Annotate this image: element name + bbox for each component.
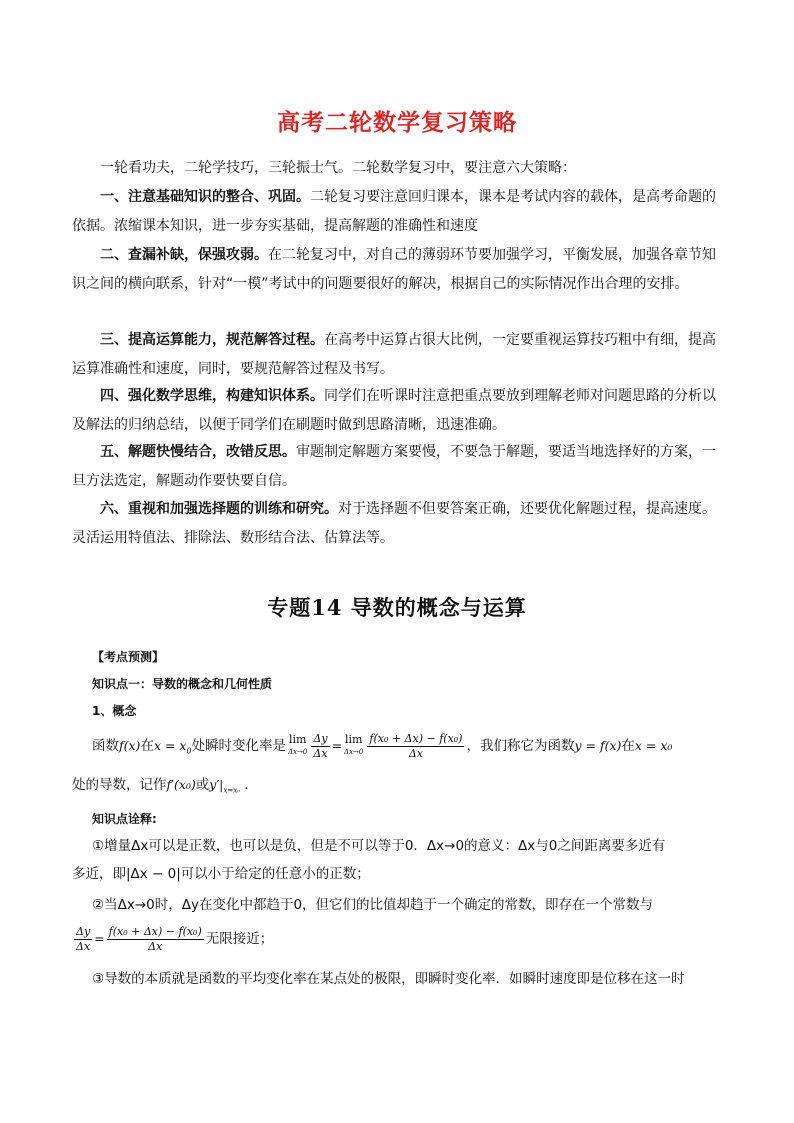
item-1-line-1: ①增量Δx可以是正数，也可以是负，但是不可以等于0．Δx→0的意义：Δx与0之间距离要多近有 [92,838,666,854]
math-x-eq-x0: $x = x_0$ [153,738,192,756]
math-x-eq-x0: x = x₀ [634,738,673,753]
strategy-2 [72,241,722,299]
text: 在 [621,738,635,754]
text: 函数 [92,738,119,754]
strategy-heading: 五、解题快慢结合，改错反思。 [100,444,296,460]
strategy-body: 二轮复习要注意回归课本，课本是考试内容的载体，是高考命题的依据。浓缩课本知识，进一步夯实基础，提高解题的准确性和速度 [72,189,716,234]
explanation-heading: 知识点诠释: [92,812,157,826]
denominator: Δx [408,746,423,760]
strategy-heading: 一、注意基础知识的整合、巩固。 [100,189,310,205]
text: 在 [140,738,154,754]
limit-symbol [344,734,363,758]
lim-sub: Δx→0 [344,748,364,756]
numerator: Δy [313,731,328,745]
strategy-heading: 三、提高运算能力，规范解答过程。 [100,332,324,348]
text: 或 [195,777,210,793]
math-yprime-sub: x=x₀ [223,786,240,795]
intro-paragraph: 一轮看功夫，二轮学技巧，三轮振士气。二轮数学复习中，要注意六大策略： [100,160,576,176]
strategy-body: 对于选择题不但要答案正确，还要优化解题过程，提高速度。灵活运用特值法、排除法、数形结合法、估算法等。 [72,501,716,546]
item-3-line-1: ③导数的本质就是函数的平均变化率在某点处的极限，即瞬时变化率．如瞬时速度即是位移在这一时 [92,971,685,987]
item-2-formula-line: $\frac{\Delta y}{\Delta x}$ = $\frac{\text{f(x₀ + Δx) − f(x₀)}}{\Delta x}$ 无限接近； [76,924,274,953]
definition-line-2 [72,771,732,805]
strategy-6 [72,495,722,553]
strategy-body: 审题制定解题方案要慢，不要急于解题，要适当地选择好的方案，一旦方法选定，解题动作要快要自信。 [72,444,716,489]
text: ，我们称它为函数 [466,738,575,754]
denominator: Δx [148,939,163,953]
page-title: 高考二轮数学复习策略 [277,110,517,136]
topic-title: 专题14 导数的概念与运算 [267,595,527,620]
strategy-body: 同学们在听课时注意把重点要放到理解老师对问题思路的分析以及解法的归纳总结，以便于同学们在刷题时做到思路清晰，迅速准确。 [72,388,716,433]
fraction-dy-dx [311,732,329,761]
math-y-eq-fx: y = f(x) [574,738,622,753]
strategy-body: 在高考中运算占很大比例，一定要重视运算技巧粗中有细，提高运算准确性和速度，同时，要规范解答过程及书写。 [72,332,716,377]
strategy-heading: 六、重视和加强选择题的训练和研究。 [100,501,338,517]
text: 处的导数，记作 [72,777,167,793]
prediction-label: 【考点预测】 [92,650,165,664]
lim-sub: Δx→0 [288,748,308,756]
fraction-dy-dx [74,925,92,954]
denominator: Δx [313,746,328,760]
definition-line: 函数f(x)在$x = x_0$处瞬时变化率是 lim Δx→0 $\frac{\Delta y}{\Delta x}$ = lim Δx→0 $\frac{\text{f(x₀ + Δx) − f(x₀)}}{\Delta x}$ ，我们称它为函数y = f(x)在x = x₀ [92,731,673,760]
numerator: f(x₀ + Δx) − f(x₀) [369,731,463,745]
strategy-4 [72,382,722,440]
limit-symbol [288,734,307,758]
math-fprime: f′(x₀) [166,777,196,792]
strategy-3 [72,326,722,384]
item-2-line-1: ②当Δx→0时，Δy在变化中都趋于0，但它们的比值却趋于一个确定的常数，即存在一个常数与 [92,897,654,913]
strategy-5 [72,438,722,496]
denominator: Δx [76,939,91,953]
text: . [239,777,249,793]
item-1-line-2: 多近，即|Δx − 0|可以小于给定的任意小的正数； [72,866,370,882]
math-fx: f(x) [119,738,141,753]
math-yprime: y′| [209,777,224,792]
strategy-heading: 二、查漏补缺，保强攻弱。 [100,247,268,263]
text: 无限接近； [205,931,274,947]
lim-text: lim [288,733,307,746]
strategy-1 [72,183,722,241]
numerator: Δy [76,924,91,938]
lim-text: lim [344,733,363,746]
strategy-body: 在二轮复习中，对自己的薄弱环节要加强学习，平衡发展，加强各章节知识之间的横向联系，针对“一模”考试中的问题要很好的解决，根据自己的实际情况作出合理的安排。 [72,247,716,292]
fraction-difference [107,925,204,954]
fraction-difference [367,732,464,761]
strategy-heading: 四、强化数学思维，构建知识体系。 [100,388,324,404]
numerator: f(x₀ + Δx) − f(x₀) [108,924,202,938]
knowledge-point-heading: 知识点一：导数的概念和几何性质 [92,677,273,691]
concept-heading: 1、概念 [92,704,137,718]
text: 处瞬时变化率是 [191,738,287,754]
